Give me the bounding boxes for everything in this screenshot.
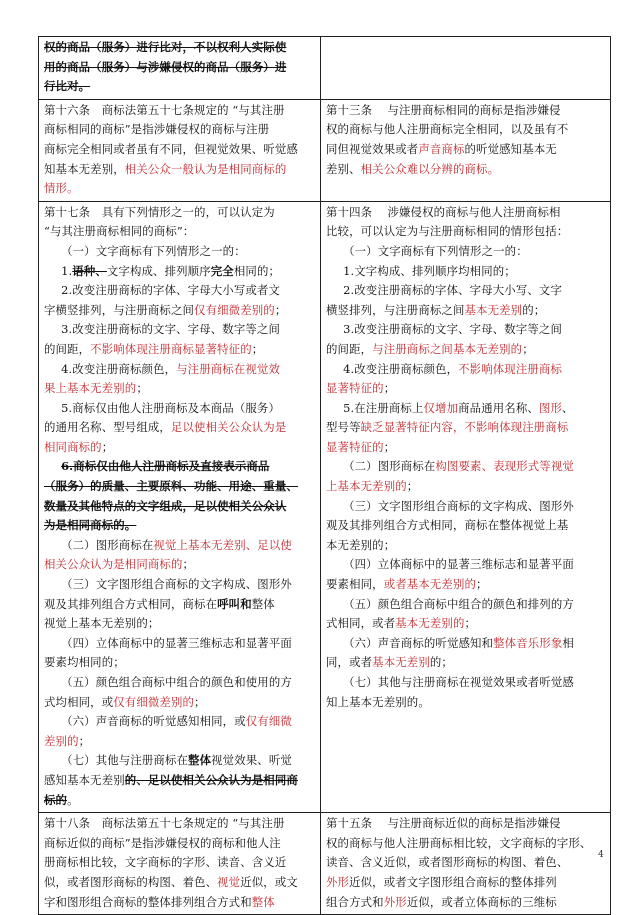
added-text: 与注册商标在视觉效 — [176, 361, 281, 376]
text-line — [44, 320, 316, 340]
text-line — [326, 262, 606, 282]
text-span: 4.改变注册商标颜色， — [61, 361, 177, 376]
text-line — [44, 140, 316, 160]
text-span: （四）立体商标中的显著三维标志和显著平面 — [343, 557, 574, 572]
text-line — [326, 693, 606, 713]
text-span: ； — [476, 577, 488, 592]
text-line — [44, 262, 316, 282]
comparison-table — [38, 36, 611, 915]
text-span: （二）图形商标在 — [61, 537, 154, 552]
text-span: 第十四条 涉嫌侵权的商标与他人注册商标相 — [326, 204, 561, 219]
text-line — [44, 555, 316, 575]
deleted-text: 语种、 — [72, 263, 107, 278]
new-version-cell — [321, 813, 611, 915]
text-span: （七）其他与注册商标在视觉效果或者听觉感 — [343, 675, 574, 689]
text-line — [326, 301, 606, 321]
text-line — [326, 418, 606, 438]
text-span: 册商标相比较，文字商标的字形、读音、含义近 — [44, 855, 287, 870]
text-line — [44, 693, 316, 713]
text-line — [326, 222, 606, 242]
text-span: 字横竖排列，与注册商标之间 — [44, 302, 195, 317]
deleted-text: 用的商品（服务）与涉嫌侵权的商品（服务）进 — [44, 59, 287, 74]
text-span: ； — [136, 381, 148, 396]
text-line — [44, 379, 316, 399]
added-text: 差别的 — [44, 733, 79, 748]
text-line — [44, 340, 316, 360]
text-line — [44, 614, 316, 634]
text-line — [326, 497, 606, 517]
text-line — [326, 438, 606, 458]
text-span: 视觉效果、听觉 — [211, 753, 292, 768]
text-span: ； — [101, 439, 114, 454]
text-span: 的； — [429, 655, 453, 670]
added-text: 基本无差别 — [464, 302, 523, 317]
text-span: 3.改变注册商标的文字、字母、数字等之间 — [61, 322, 280, 337]
text-line — [44, 222, 316, 242]
text-line — [326, 814, 606, 834]
text-span: 第十七条 具有下列情形之一的，可以认定为 — [44, 204, 275, 219]
text-span: 3.改变注册商标的文字、字母、数字等之间 — [343, 322, 562, 337]
text-span: 本无差别的； — [326, 537, 396, 552]
text-span: ； — [78, 733, 91, 748]
old-version-cell — [39, 201, 321, 812]
text-span: （一）文字商标有下列情形之一的： — [61, 243, 246, 258]
text-line — [44, 477, 316, 497]
added-text: 声音商标 — [418, 141, 465, 156]
text-line — [326, 140, 606, 160]
text-span: 2.改变注册商标的字体、字母大小写、文字 — [343, 283, 562, 298]
added-text: 仅有细微差别的 — [194, 302, 275, 317]
text-line — [44, 653, 316, 673]
text-span: 商标完全相同或者虽有不同，但视觉效果、听觉感 — [44, 141, 298, 156]
text-span: 第十八条 商标法第五十七条规定的 “与其注册 — [44, 816, 285, 831]
text-span: 2.改变注册商标的字体、字母大小写或者文 — [61, 283, 280, 298]
text-span: 1.文字构成、排列顺序均相同的； — [343, 263, 516, 278]
deleted-text: 的、足以使相关公众认为是相同商 — [124, 772, 298, 787]
text-span: （七）其他与注册商标在 — [61, 753, 189, 768]
text-line — [326, 834, 606, 854]
text-span: 第十三条 与注册商标相同的商标是指涉嫌侵 — [326, 102, 561, 117]
article-row — [39, 99, 611, 201]
text-span: 第十六条 商标法第五十七条规定的 “与其注册 — [44, 102, 285, 117]
text-span: 完全 — [210, 263, 234, 278]
text-span: 商标相同的商标”是指涉嫌侵权的商标与注册 — [44, 122, 270, 137]
text-span: （三）文字图形组合商标的文字构成、图形外 — [343, 498, 574, 513]
text-line — [44, 438, 316, 458]
text-line — [44, 203, 316, 223]
text-span: 相 — [562, 635, 574, 650]
text-span: 横竖排列，与注册商标之间 — [326, 302, 465, 317]
text-span: 呼叫和 — [217, 596, 252, 611]
text-span: 读音、含义近似，或者图形商标的构图、着色、 — [326, 855, 569, 870]
text-line — [326, 893, 606, 913]
deleted-text: 数量及其他特点的文字组成，足以使相关公众认 — [44, 498, 287, 513]
text-span: ； — [383, 381, 396, 396]
new-version-cell — [321, 37, 611, 100]
text-span: （六）声音商标的听觉感知相同，或 — [61, 714, 246, 729]
text-span: ； — [464, 616, 477, 631]
added-text: 或者基本无差别的 — [383, 577, 477, 592]
text-line — [326, 516, 606, 536]
added-text: 仅增加 — [423, 400, 459, 415]
text-line — [44, 536, 316, 556]
text-span: ； — [406, 479, 419, 494]
added-text: 相关公众认为是相同商标的 — [44, 557, 183, 572]
text-span: 式均相同，或 — [44, 694, 114, 709]
text-span: 的听觉感知基本无 — [464, 141, 557, 156]
text-line — [44, 497, 316, 517]
text-line — [44, 179, 316, 199]
text-span: 比较，可以认定为与注册商标相同的情形包括： — [326, 224, 569, 239]
text-line — [326, 360, 606, 380]
text-span: 整体 — [251, 596, 275, 611]
text-line — [44, 242, 316, 262]
text-line — [44, 751, 316, 771]
text-line — [326, 457, 606, 477]
added-text: 不影响体现注册商标 — [458, 361, 563, 376]
comparison-document — [38, 36, 603, 915]
text-span: 式相同，或者 — [326, 616, 396, 631]
text-span: 5.商标仅由他人注册商标及本商品（服务） — [61, 400, 280, 415]
article-row — [39, 201, 611, 812]
text-span: 的间距， — [44, 341, 91, 356]
text-line — [44, 120, 316, 140]
text-line — [44, 301, 316, 321]
added-text: 仅有细微差别的 — [113, 694, 195, 709]
added-text: 视觉上基本无差别、足以使 — [153, 537, 292, 552]
article-row — [39, 813, 611, 915]
text-span: 似，或者图形商标的构图、着色、 — [44, 874, 218, 889]
text-line — [44, 814, 316, 834]
text-line — [326, 595, 606, 615]
text-line — [44, 893, 316, 913]
text-line — [326, 242, 606, 262]
text-line — [326, 634, 606, 654]
text-span: 知上基本无差别的。 — [326, 694, 430, 709]
text-span: 第十五条 与注册商标近似的商标是指涉嫌侵 — [326, 816, 561, 831]
text-line — [44, 834, 316, 854]
text-line — [44, 732, 316, 752]
text-line — [326, 160, 606, 180]
text-line — [44, 673, 316, 693]
text-span: ； — [383, 439, 396, 454]
text-span: 文字构成、排列顺序 — [106, 263, 211, 278]
added-text: 上基本无差别的 — [326, 479, 407, 494]
new-version-cell — [321, 99, 611, 201]
text-line — [326, 399, 606, 419]
text-span: 差别、 — [326, 161, 361, 176]
old-version-cell — [39, 813, 321, 915]
text-span: 近似，或文 — [240, 874, 298, 889]
added-text: 整体 — [251, 894, 275, 909]
text-line — [44, 281, 316, 301]
text-line — [326, 614, 606, 634]
added-text: 显著特征的 — [326, 381, 384, 396]
text-span: 字和图形组合商标的整体排列组合方式和 — [44, 894, 252, 909]
text-span: （一）文字商标有下列情形之一的： — [343, 243, 528, 258]
text-line — [326, 653, 606, 673]
text-line — [44, 873, 316, 893]
text-line — [44, 77, 316, 97]
text-span: 的间距， — [326, 341, 373, 356]
text-span: 型号等 — [326, 420, 361, 435]
text-span: 观及其排列组合方式相同，商标在整体视觉上基 — [326, 518, 569, 533]
text-span: 观及其排列组合方式相同，商标在 — [44, 596, 218, 611]
added-text: 构图要素、表现形式等视觉 — [435, 459, 574, 474]
new-version-cell — [321, 201, 611, 812]
text-span: 相同的； — [233, 263, 281, 278]
text-span: 组合方式和 — [326, 894, 384, 909]
text-span: 知基本无差别， — [44, 161, 125, 176]
text-span: 整体 — [188, 753, 212, 768]
text-line — [326, 340, 606, 360]
text-span: （三）文字图形组合商标的文字构成、图形外 — [61, 577, 292, 592]
text-line — [326, 673, 606, 693]
text-span: “与其注册商标相同的商标”： — [44, 224, 195, 239]
added-text: 缺乏显著特征内容，不影响体现注册商标 — [360, 420, 569, 435]
text-span: 商品通用名称、 — [458, 400, 539, 415]
text-line — [326, 536, 606, 556]
text-span: 近似，或者文字图形组合商标的整体排列 — [349, 874, 557, 889]
text-span: 的； — [522, 302, 546, 317]
added-text: 显著特征的 — [326, 439, 384, 454]
text-line — [44, 360, 316, 380]
text-span: 权的商标与他人注册商标相比较，文字商标的字形、 — [326, 835, 592, 850]
text-span: （四）立体商标中的显著三维标志和显著平面 — [61, 635, 292, 650]
added-text: 外形 — [326, 874, 350, 889]
deleted-text: 为是相同商标的。 — [44, 518, 137, 533]
text-span: 、 — [562, 400, 574, 415]
text-line — [326, 873, 606, 893]
text-span: 要素相同， — [326, 577, 384, 592]
text-line — [44, 101, 316, 121]
text-line — [44, 634, 316, 654]
added-text: 不影响体现注册商标显著特征的 — [90, 341, 252, 356]
added-text: 情形。 — [44, 181, 79, 196]
text-line — [326, 203, 606, 223]
old-version-cell — [39, 99, 321, 201]
text-line — [44, 160, 316, 180]
old-version-cell — [39, 37, 321, 100]
text-line — [326, 575, 606, 595]
text-span: 权的商标与他人注册商标完全相同，以及虽有不 — [326, 122, 569, 137]
text-line — [326, 477, 606, 497]
text-line — [44, 791, 316, 811]
text-span: 4.改变注册商标颜色， — [343, 361, 459, 376]
text-line — [44, 575, 316, 595]
added-text: 足以使相关公众认为是 — [170, 420, 287, 435]
added-text: 相同商标的 — [44, 439, 102, 454]
text-line — [44, 595, 316, 615]
text-line — [44, 516, 316, 536]
text-span: 1. — [61, 263, 73, 278]
text-line — [44, 418, 316, 438]
text-span: 视觉上基本无差别的； — [44, 616, 160, 631]
added-text: 基本无差别 — [372, 655, 430, 670]
text-line — [44, 853, 316, 873]
text-span: 的通用名称、型号组成， — [44, 420, 171, 435]
text-line — [326, 320, 606, 340]
text-span: ； — [194, 694, 206, 709]
text-span: ； — [522, 341, 534, 356]
deleted-text: 权的商品（服务）进行比对，不以权利人实际使 — [44, 40, 287, 54]
text-span: 同但视觉效果或者 — [326, 141, 419, 156]
added-text: 视觉 — [217, 874, 241, 889]
text-span: 。 — [67, 792, 79, 807]
text-span: 要素均相同的； — [44, 655, 125, 670]
text-span: ； — [182, 557, 195, 572]
text-span: 感知基本无差别 — [44, 772, 125, 787]
added-text: 仅有细微 — [245, 714, 292, 729]
text-line — [326, 281, 606, 301]
added-text: 与注册商标之间基本无差别的 — [372, 341, 523, 356]
deleted-text: 行比对。 — [44, 79, 91, 94]
text-line — [44, 399, 316, 419]
added-text: 基本无差别的 — [395, 616, 465, 631]
deleted-text: （服务）的质量、主要原料、功能、用途、重量、 — [44, 479, 298, 494]
added-text: 相关公众难以分辨的商标。 — [360, 161, 500, 176]
text-span: 商标近似的商标”是指涉嫌侵权的商标和他人注 — [44, 835, 281, 850]
text-line — [326, 853, 606, 873]
text-line — [326, 555, 606, 575]
text-line — [326, 120, 606, 140]
deleted-text: 标的 — [44, 792, 68, 807]
text-span: （二）图形商标在 — [343, 459, 436, 474]
added-text: 整体音乐形象 — [493, 635, 563, 650]
article-row — [39, 37, 611, 100]
text-line — [44, 58, 316, 78]
text-span: 同，或者 — [326, 655, 373, 670]
text-line — [326, 101, 606, 121]
comparison-table-body — [39, 37, 611, 915]
text-span: （六）声音商标的听觉感知和 — [343, 635, 494, 650]
text-line — [44, 712, 316, 732]
text-span: 近似，或者立体商标的三维标 — [406, 894, 557, 909]
added-text: 图形 — [538, 400, 563, 415]
text-span: 5.在注册商标上 — [343, 400, 424, 415]
text-span: ； — [251, 341, 264, 356]
text-line — [44, 771, 316, 791]
text-span: ； — [274, 302, 287, 317]
text-line — [44, 457, 316, 477]
added-text: 相关公众一般认为是相同商标的 — [124, 161, 287, 176]
text-span: （五）颜色组合商标中组合的颜色和排列的方 — [343, 596, 574, 611]
added-text: 果上基本无差别的 — [44, 381, 137, 396]
text-line — [44, 38, 316, 58]
added-text: 外形 — [383, 894, 407, 909]
text-span: （五）颜色组合商标中组合的颜色和使用的方 — [61, 675, 292, 689]
deleted-text: 6.商标仅由他人注册商标及直接表示商品 — [61, 459, 270, 474]
page-number: 4 — [598, 850, 604, 860]
text-line — [326, 379, 606, 399]
